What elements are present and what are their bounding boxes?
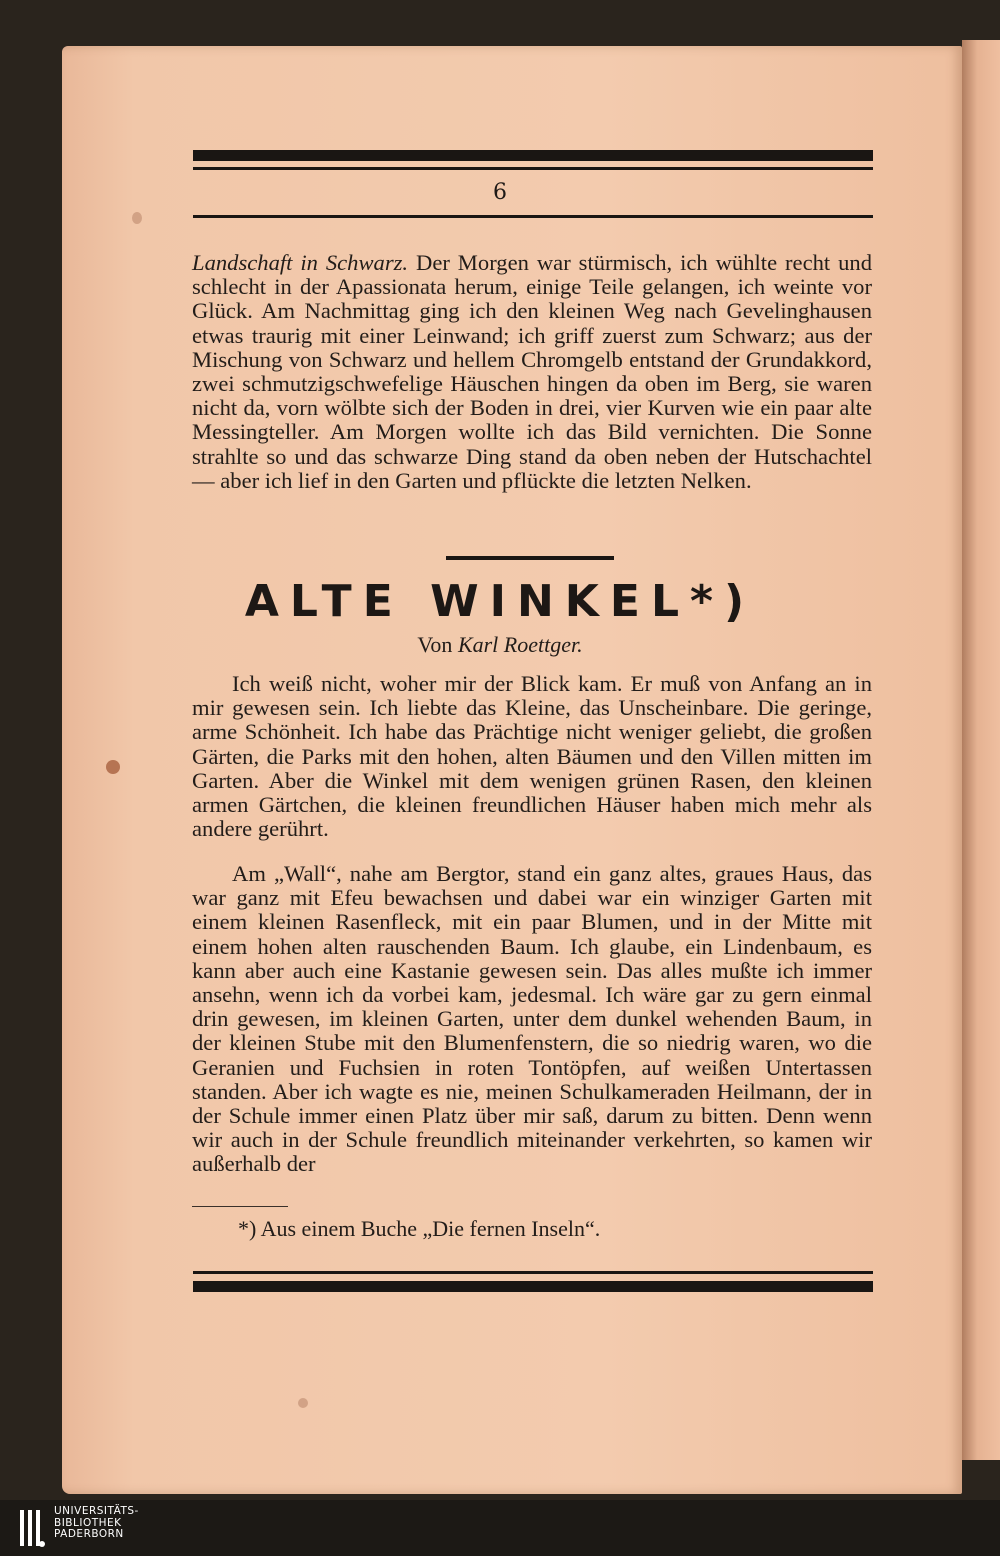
library-name-line1: UNIVERSITÄTS- <box>54 1505 139 1517</box>
article-paragraph-1 <box>192 672 872 841</box>
prev-section-paragraph <box>192 251 872 493</box>
article-byline <box>0 632 1000 658</box>
footer-rule-thin <box>193 1271 873 1274</box>
paper-stain <box>106 760 120 774</box>
prev-section-text: Der Morgen war stürmisch, ich wühlte recht und schlecht in der Apassionata herum, einige Teile gelangen, ich weinte vor Glück. Am Nachmittag ging ich den kleinen Weg nach Gevelinghausen etwas traurig mit einer Leinwand; ich griff zuerst zum Schwarz; aus der Mischung von Schwarz und hellem Chromgelb entstand der Grundakkord, zwei schmutzigschwefelige Häuschen hingen da oben im Berg, sie waren nicht da, vorn wölbte sich der Boden in drei, vier Kurven wie ein paar alte Messingteller. Am Morgen wollte ich das Bild vernichten. Die Sonne strahlte so und das schwarze Ding stand da oben neben der Hutschachtel — aber ich lief in den Garten und pflückte die letzten Nelken. <box>192 250 872 493</box>
page-number: 6 <box>493 180 507 205</box>
prev-section-lead: Landschaft in Schwarz. <box>192 250 409 275</box>
byline-prefix: Von <box>417 632 453 657</box>
article-title: ALTE WINKEL*) <box>244 576 756 627</box>
header-rule-thick <box>193 150 873 161</box>
facing-page-edge <box>962 40 1000 1460</box>
library-name-line2: BIBLIOTHEK <box>54 1516 122 1529</box>
header-rule-thin <box>193 167 873 170</box>
footnote: *) Aus einem Buche „Die fernen Inseln“. <box>238 1216 601 1241</box>
paper-stain <box>132 212 142 224</box>
article-paragraph-2 <box>192 862 872 1177</box>
paper-stain <box>298 1398 308 1408</box>
library-footer <box>0 1500 1000 1556</box>
article-paragraph-1-text: Ich weiß nicht, woher mir der Blick kam. Er muß von Anfang an in mir gewesen sein. Ich liebte das Kleine, das Unscheinbare. Die geringe, arme Schönheit. Ich habe das Prächtige nicht weniger geliebt, die großen Gärten, die Parks mit den hohen, alten Bäumen und den Villen mitten im Garten. Aber die Winkel mit dem wenigen grünen Rasen, den kleinen armen Gärtchen, die kleinen freundlichen Häuser haben mich mehr als andere gerührt. <box>192 671 872 842</box>
article-paragraph-2-text: Am „Wall“, nahe am Bergtor, stand ein ganz altes, graues Haus, das war ganz mit Efeu bewachsen und dabei war ein winziger Garten mit einem kleinen Rasenfleck, mit ein paar Blumen, und in der Mitte mit einem hohen alten rauschenden Baum. Ich glaube, ein Lindenbaum, es kann aber auch eine Kastanie gewesen sein. Das alles mußte ich immer ansehn, wenn ich da vorbei kam, jedesmal. Ich wäre gar zu gern einmal drin gewesen, im kleinen Garten, unter dem dunkel wehenden Baum, in der kleinen Stube mit den Blumenfenstern, die so niedrig waren, wo die Geranien und Fuchsien in roten Tontöpfen, auf weißen Untertassen standen. Aber ich wagte es nie, meinen Schulkameraden Heilmann, der in der Schule immer einen Platz über mir saß, darum zu bitten. Denn wenn wir auch in der Schule freundlich miteinander verkehrten, so kamen wir außerhalb der <box>192 861 872 1177</box>
section-separator <box>446 556 614 560</box>
library-name-line3: PADERBORN <box>54 1528 124 1540</box>
header-rule-bottom <box>193 215 873 218</box>
footnote-rule <box>192 1206 288 1207</box>
library-logo-icon <box>18 1506 46 1550</box>
article-author: Karl Roettger. <box>457 632 583 657</box>
footer-rule-thick <box>193 1281 873 1292</box>
library-name <box>54 1506 139 1541</box>
